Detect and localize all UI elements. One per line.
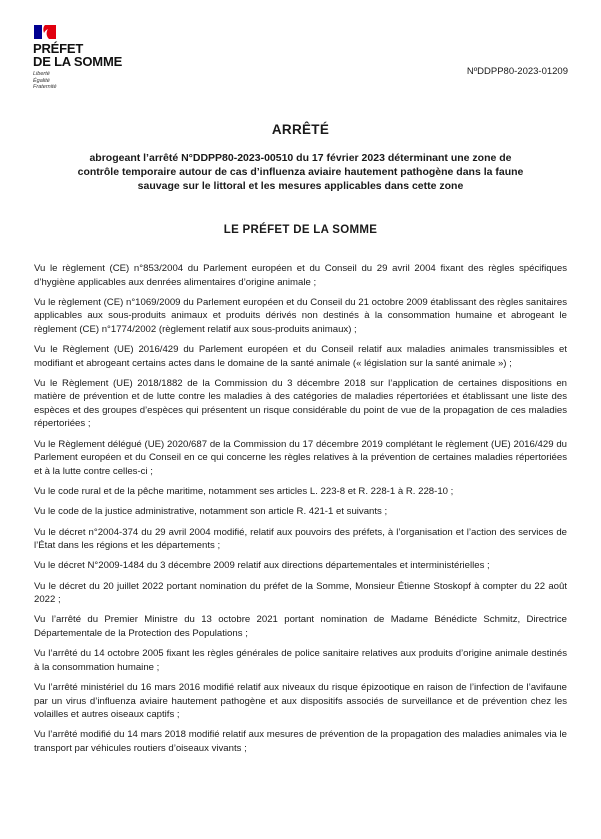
subtitle-line: abrogeant l’arrêté N°DDPP80-2023-00510 du 17 février 2023 déterminant une zone de (89, 152, 512, 164)
consideration-paragraph: Vu le code rural et de la pêche maritime, notamment ses articles L. 223-8 et R. 228-1 à R. 228-10 ; (34, 485, 454, 497)
motto-line: Liberté (33, 71, 50, 77)
consideration-paragraph: Vu l’arrêté ministériel du 16 mars 2016 modifié relatif aux niveaux du risque épizootique en raison de l’infection de l’avifaune par un virus d’influenza aviaire hautement pathogène et aux dispositifs associés de surveillance et de prévention chez les volailles et autres oiseaux captifs ; (34, 682, 567, 721)
subtitle-line: sauvage sur le littoral et les mesures applicables dans cette zone (137, 180, 464, 192)
document-reference: NºDDPP80-2023-01209 (466, 66, 568, 77)
consideration-paragraph: Vu le décret N°2009-1484 du 3 décembre 2009 relatif aux directions départementales et interministérielles ; (34, 560, 490, 572)
consideration-paragraph: Vu le règlement (CE) n°1069/2009 du Parlement européen et du Conseil du 21 octobre 2009 établissant des règles sanitaires applicables aux sous-produits animaux et produits dérivés non destinés à la consommation humaine et abrogeant le règlement (CE) n°1774/2002 (règlement relatif aux sous-produits animaux) ; (34, 296, 567, 335)
marianne-emblem-icon (34, 25, 56, 39)
prefecture-logo (33, 25, 143, 91)
motto-line: Fraternité (33, 84, 57, 90)
motto-line: Égalité (33, 77, 50, 84)
document-subtitle (62, 151, 539, 193)
prefecture-name-line: PRÉFET (33, 41, 84, 56)
consideration-paragraph: Vu le règlement (CE) n°853/2004 du Parlement européen et du Conseil du 29 avril 2004 fixant des règles spécifiques d’hygiène applicables aux denrées alimentaires d’origine animale ; (34, 263, 567, 288)
consideration-paragraph: Vu le Règlement (UE) 2016/429 du Parlement européen et du Conseil relatif aux maladies animales transmissibles et modifiant et abrogeant certains actes dans le domaine de la santé animale (« législation sur la santé animale ») ; (34, 344, 567, 369)
prefet-heading: LE PRÉFET DE LA SOMME (223, 224, 378, 236)
subtitle-line: contrôle temporaire autour de cas d’influenza aviaire hautement pathogène dans la faune (77, 166, 524, 178)
consideration-paragraph: Vu le code de la justice administrative, notamment son article R. 421-1 et suivants ; (34, 506, 388, 518)
consideration-paragraph: Vu l’arrêté du Premier Ministre du 13 octobre 2021 portant nomination de Madame Bénédicte Schmitz, Directrice Départementale de la Protection des Populations ; (34, 614, 567, 639)
republic-motto (33, 71, 143, 91)
consideration-paragraph: Vu le décret n°2004-374 du 29 avril 2004 modifié, relatif aux pouvoirs des préfets, à l’organisation et l’action des services de l’État dans les régions et les départements ; (34, 526, 567, 552)
consideration-paragraph: Vu le décret du 20 juillet 2022 portant nomination du préfet de la Somme, Monsieur Étienne Stoskopf à compter du 22 août 2022 ; (34, 580, 567, 606)
considerations-list (34, 262, 567, 762)
consideration-paragraph: Vu le Règlement délégué (UE) 2020/687 de la Commission du 17 décembre 2019 complétant le règlement (UE) 2016/429 du Parlement européen et du Conseil en ce qui concerne les règles relatives à la prévention de certaines maladies répertoriées et à la lutte contre celles-ci ; (34, 438, 567, 477)
consideration-paragraph: Vu l’arrêté du 14 octobre 2005 fixant les règles générales de police sanitaire relatives aux produits d’origine animale destinés à la consommation humaine ; (34, 648, 567, 673)
prefecture-name-line: DE LA SOMME (33, 54, 123, 69)
prefecture-name (33, 42, 143, 68)
consideration-paragraph: Vu le Règlement (UE) 2018/1882 de la Commission du 3 décembre 2018 sur l’application de certaines dispositions en matière de prévention et de lutte contre les maladies à des catégories de maladies répertoriées et établissant une liste des espèces et des groupes d’espèces qui présentent un risque considérable du point de vue de la propagation de ces maladies répertoriées ; (34, 377, 567, 430)
consideration-paragraph: Vu l’arrêté modifié du 14 mars 2018 modifié relatif aux mesures de prévention de la propagation des maladies animales via le transport par véhicules routiers d’oiseaux vivants ; (34, 729, 567, 754)
document-title: ARRÊTÉ (271, 122, 330, 137)
